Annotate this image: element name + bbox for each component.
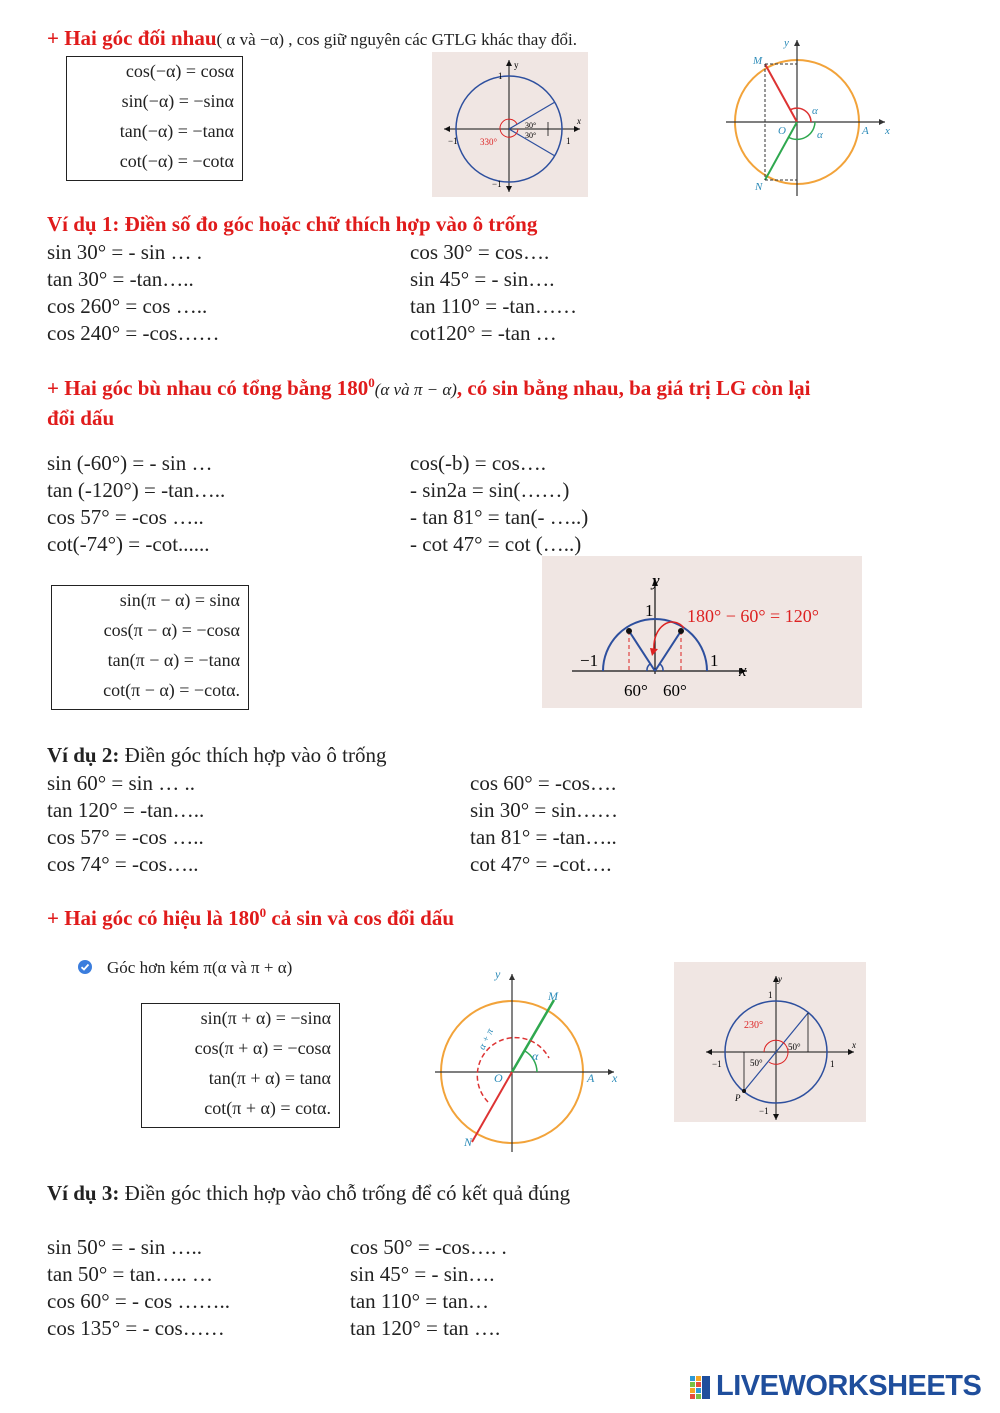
label-y: y [495, 967, 501, 981]
exercise-line: cos 135° = - cos…… [47, 1316, 225, 1340]
label-M: M [548, 989, 558, 1003]
example3-title-rest: Điền góc thich hợp vào chỗ trống để có kết quả đúng [119, 1181, 571, 1205]
exercise-line: sin 50° = - sin ….. [47, 1235, 202, 1259]
exercise-line: tan 81° = -tan….. [470, 825, 617, 849]
label-y: y [652, 571, 660, 590]
formula-box-supplementary [51, 585, 249, 710]
formula-line: cot(π − α) = −cotα. [103, 680, 240, 700]
label-50-lower: 50° [750, 1058, 763, 1068]
exercise-line: cos 30° = cos…. [410, 240, 550, 264]
exercise-line: tan 120° = -tan….. [47, 798, 205, 822]
exercise-line: tan 30° = -tan….. [47, 267, 194, 291]
formula-box-pi-plus [141, 1003, 340, 1128]
formula-box-opposite [66, 56, 243, 181]
label-y: y [514, 60, 519, 70]
liveworksheets-logo-icon [690, 1374, 712, 1402]
label-230: 230° [744, 1020, 763, 1031]
exercise-line: tan 120° = tan …. [350, 1316, 501, 1340]
label-1-right: 1 [710, 651, 719, 670]
label-A: A [862, 125, 869, 137]
label-1-right: 1 [566, 136, 571, 146]
formula-line: cos(π + α) = −cosα [194, 1038, 331, 1058]
label-alpha: α [532, 1049, 539, 1063]
pi-plus-alpha-circle-diagram [432, 966, 627, 1156]
exercise-line: sin 30° = - sin … . [47, 240, 202, 264]
label-minus1-left: −1 [448, 136, 458, 146]
example2-title-rest: Điền góc thích hợp vào ô trống [119, 743, 387, 767]
exercise-line: - cot 47° = cot (…..) [410, 532, 582, 556]
formula-line: tan(π + α) = tanα [208, 1068, 331, 1088]
label-N: N [464, 1135, 473, 1149]
formula-line: cot(π + α) = cotα. [204, 1098, 331, 1118]
exercise-line: cos 60° = - cos …….. [47, 1289, 230, 1313]
section1-title: + Hai góc đối nhau [47, 26, 217, 50]
label-1-top: 1 [768, 990, 773, 1000]
label-O: O [778, 125, 786, 137]
example3-title-bold: Ví dụ 3: [47, 1181, 120, 1205]
label-O: O [494, 1071, 503, 1085]
label-60-left: 60° [624, 681, 648, 700]
formula-line: sin(π − α) = sinα [119, 590, 240, 610]
opposite-angles-circle-diagram [720, 34, 900, 204]
exercise-line: cos 240° = -cos…… [47, 321, 220, 345]
label-minus1: −1 [580, 651, 599, 670]
label-y: y [778, 974, 782, 984]
formula-line: cos(−α) = cosα [125, 61, 234, 81]
label-30-lower: 30° [525, 131, 537, 140]
check-circle-icon [78, 960, 92, 974]
label-M: M [753, 55, 763, 67]
exercise-line: tan (-120°) = -tan….. [47, 478, 226, 502]
section2-title-sup: 0 [368, 375, 375, 390]
label-x: x [612, 1071, 618, 1085]
section2-title-rest: , có sin bằng nhau, ba giá trị LG còn lại [456, 376, 811, 400]
section2-title-line2: đổi dấu [47, 406, 115, 430]
example2-heading [47, 743, 387, 768]
section3-title: + Hai góc có hiệu là 180 [47, 906, 260, 930]
label-50-upper: 50° [788, 1042, 801, 1052]
section3-title-rest: cả sin và cos đổi dấu [266, 906, 454, 930]
exercise-line: cot120° = -tan … [410, 321, 557, 345]
section2-title-math: (α và π − α) [374, 380, 457, 399]
example2-title-bold: Ví dụ 2: [47, 743, 120, 767]
label-60-right: 60° [663, 681, 687, 700]
label-x: x [739, 661, 747, 680]
label-y: y [784, 37, 789, 49]
label-A: A [587, 1071, 595, 1085]
section3-title-sup: 0 [259, 905, 267, 920]
supplementary-angle-diagram [542, 556, 862, 708]
exercise-line: tan 110° = tan… [350, 1289, 490, 1313]
liveworksheets-logo[interactable]: LIVEWORKSHEETS [716, 1370, 982, 1402]
unit-circle-330-diagram [432, 52, 588, 197]
label-P: P [735, 1093, 741, 1103]
unit-circle-230-figure [674, 962, 866, 1122]
label-x: x [885, 125, 890, 137]
label-330: 330° [480, 137, 498, 147]
formula-line: tan(π − α) = −tanα [107, 650, 240, 670]
exercise-line: sin 45° = - sin…. [410, 267, 555, 291]
example1-title: Ví dụ 1: Điền số đo góc hoặc chữ thích hợp vào ô trống [47, 212, 538, 236]
section3-heading [47, 905, 454, 931]
label-minus1-bottom: −1 [759, 1106, 769, 1116]
exercise-line: cos(-b) = cos…. [410, 451, 547, 475]
section2-title: + Hai góc bù nhau có tổng bằng 180 [47, 376, 369, 400]
supplementary-angle-figure [542, 556, 862, 708]
formula-line: cos(π − α) = −cosα [103, 620, 240, 640]
label-alpha-plus-pi: α + π [476, 1027, 497, 1052]
label-30-upper: 30° [525, 121, 537, 130]
exercise-line: cos 57° = -cos ….. [47, 825, 204, 849]
exercise-line: sin 30° = sin…… [470, 798, 619, 822]
label-120-equation: 180° − 60° = 120° [687, 606, 819, 626]
exercise-line: cos 74° = -cos….. [47, 852, 199, 876]
exercise-line: cos 60° = -cos…. [470, 771, 617, 795]
exercise-line: cot(-74°) = -cot...... [47, 532, 210, 556]
formula-line: sin(−α) = −sinα [121, 91, 234, 111]
label-minus-alpha: α [817, 129, 823, 141]
bullet-text: Góc hơn kém π(α và π + α) [107, 958, 293, 977]
section1-heading [47, 26, 577, 51]
unit-circle-330-figure [432, 52, 588, 197]
formula-line: cot(−α) = −cotα [119, 151, 234, 171]
exercise-line: sin (-60°) = - sin … [47, 451, 213, 475]
exercise-line: sin 60° = sin … .. [47, 771, 196, 795]
exercise-line: cot 47° = -cot…. [470, 852, 612, 876]
example3-heading [47, 1181, 570, 1206]
section2-heading [47, 375, 811, 401]
label-minus1-left: −1 [712, 1059, 722, 1069]
label-alpha: α [812, 105, 818, 117]
exercise-line: cos 50° = -cos…. . [350, 1235, 507, 1259]
label-1-right: 1 [830, 1059, 835, 1069]
exercise-line: cos 260° = cos ….. [47, 294, 208, 318]
exercise-line: - sin2a = sin(……) [410, 478, 570, 502]
label-1-top: 1 [498, 71, 503, 81]
label-N: N [755, 181, 763, 193]
exercise-line: tan 110° = -tan…… [410, 294, 578, 318]
exercise-line: tan 50° = tan….. … [47, 1262, 214, 1286]
formula-line: sin(π + α) = −sinα [200, 1008, 331, 1028]
label-x: x [577, 116, 581, 126]
exercise-line: - tan 81° = tan(- …..) [410, 505, 589, 529]
label-x: x [852, 1040, 856, 1050]
section1-note: ( α và −α) , cos giữ nguyên các GTLG khác thay đổi. [216, 30, 577, 49]
label-minus1-bottom: −1 [492, 179, 502, 189]
exercise-line: sin 45° = - sin…. [350, 1262, 495, 1286]
label-1-top: 1 [645, 601, 654, 620]
formula-line: tan(−α) = −tanα [119, 121, 234, 141]
unit-circle-230-diagram [674, 962, 866, 1122]
exercise-line: cos 57° = -cos ….. [47, 505, 204, 529]
